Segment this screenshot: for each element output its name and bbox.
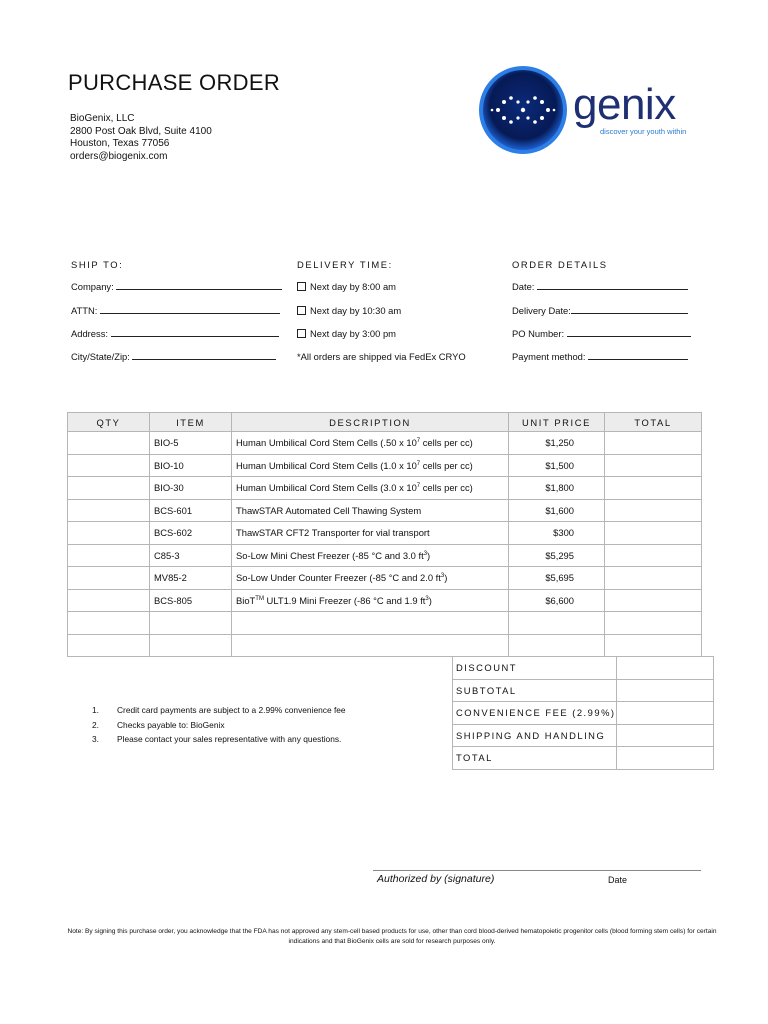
totals-row (453, 702, 714, 725)
list-item (92, 732, 346, 747)
delivery-option-1030am[interactable] (297, 305, 401, 316)
item-header: ITEM (150, 413, 232, 432)
date-field[interactable] (512, 281, 688, 292)
totals-row (453, 724, 714, 747)
unit-price-cell: $1,600 (509, 499, 605, 522)
description-cell: BioT™ ULT1.9 Mini Freezer (-86 °C and 1.9 $ft^3$) (232, 589, 509, 612)
unit-price-cell: $1,250 (509, 432, 605, 455)
order-details-heading: ORDER DETAILS (512, 259, 608, 270)
company-address (70, 113, 212, 163)
street-address: 2800 Post Oak Blvd, Suite 4100 (70, 125, 212, 137)
total-cell[interactable] (605, 499, 702, 522)
totals-label: CONVENIENCE FEE (2.99%) (453, 702, 617, 725)
item-cell: BIO-10 (150, 454, 232, 477)
table-row (68, 589, 702, 612)
logo-tagline: discover your youth within (600, 127, 687, 136)
qty-cell[interactable] (68, 499, 150, 522)
attn-field[interactable] (71, 305, 280, 316)
description-cell (232, 612, 509, 635)
unit-price-cell (509, 612, 605, 635)
checkbox-icon[interactable] (297, 306, 306, 315)
date-label: Date: (512, 281, 535, 292)
totals-row (453, 657, 714, 680)
description-cell: Human Umbilical Cord Stem Cells (1.0 x $10^7$ cells per cc) (232, 454, 509, 477)
signature-line[interactable] (373, 870, 701, 871)
total-cell[interactable] (605, 522, 702, 545)
po-number-field[interactable] (512, 328, 691, 339)
qty-cell[interactable] (68, 544, 150, 567)
table-row (68, 612, 702, 635)
company-name: BioGenix, LLC (70, 113, 135, 124)
unit-price-header: UNIT PRICE (509, 413, 605, 432)
table-row (68, 567, 702, 590)
total-cell[interactable] (605, 589, 702, 612)
items-table (67, 412, 702, 657)
totals-label: TOTAL (453, 747, 617, 770)
item-cell: BCS-805 (150, 589, 232, 612)
qty-cell[interactable] (68, 432, 150, 455)
item-cell: BIO-30 (150, 477, 232, 500)
unit-price-cell: $1,500 (509, 454, 605, 477)
note-text: Please contact your sales representative with any questions. (117, 734, 342, 744)
table-row (68, 499, 702, 522)
table-row (68, 454, 702, 477)
company-label: Company: (71, 281, 114, 292)
city-state-zip-label: City/State/Zip: (71, 351, 130, 362)
unit-price-cell (509, 634, 605, 657)
unit-price-cell: $300 (509, 522, 605, 545)
note-number: 3. (92, 734, 99, 744)
note-text: Credit card payments are subject to a 2.99% convenience fee (117, 705, 346, 715)
totals-row (453, 747, 714, 770)
po-number-label: PO Number: (512, 328, 565, 339)
delivery-date-field[interactable] (512, 305, 688, 316)
qty-cell[interactable] (68, 567, 150, 590)
payment-method-label: Payment method: (512, 351, 586, 362)
qty-cell[interactable] (68, 612, 150, 635)
totals-value-cell[interactable] (616, 679, 713, 702)
signature-date-label: Date (608, 875, 628, 885)
table-row (68, 432, 702, 455)
total-cell[interactable] (605, 432, 702, 455)
table-header-row (68, 413, 702, 432)
item-cell: BCS-602 (150, 522, 232, 545)
unit-price-cell: $5,695 (509, 567, 605, 590)
delivery-time-heading: DELIVERY TIME: (297, 259, 393, 270)
total-cell[interactable] (605, 454, 702, 477)
notes-list (92, 703, 346, 747)
address-field[interactable] (71, 328, 279, 339)
item-cell: BIO-5 (150, 432, 232, 455)
unit-price-cell: $6,600 (509, 589, 605, 612)
totals-row (453, 679, 714, 702)
qty-cell[interactable] (68, 634, 150, 657)
description-cell (232, 634, 509, 657)
totals-label: SUBTOTAL (453, 679, 617, 702)
item-cell (150, 612, 232, 635)
attn-label: ATTN: (71, 305, 98, 316)
table-row (68, 634, 702, 657)
page-title: PURCHASE ORDER (68, 70, 281, 95)
description-cell: So-Low Mini Chest Freezer (-85 °C and 3.0 $ft^3$) (232, 544, 509, 567)
logo-wordmark: genix (573, 80, 676, 129)
description-cell: Human Umbilical Cord Stem Cells (3.0 x $10^7$ cells per cc) (232, 477, 509, 500)
delivery-option-8am[interactable] (297, 281, 396, 292)
ship-to-heading: SHIP TO: (71, 259, 124, 270)
totals-label: SHIPPING AND HANDLING (453, 724, 617, 747)
description-cell: ThawSTAR CFT2 Transporter for vial transport (232, 522, 509, 545)
total-cell[interactable] (605, 477, 702, 500)
address-label: Address: (71, 328, 108, 339)
qty-cell[interactable] (68, 589, 150, 612)
list-item (92, 703, 346, 718)
company-field[interactable] (71, 281, 282, 292)
city-state: Houston, Texas 77056 (70, 138, 170, 150)
fda-disclaimer: Note: By signing this purchase order, you acknowledge that the FDA has not approved any stem-cell based products for use, other than cord blood-derived hematopoietic progenitor cells (blood forming stem cells) for certain indications and that BioGenix cells are sold for research purposes only. (67, 928, 717, 945)
total-header: TOTAL (605, 413, 702, 432)
unit-price-cell: $1,800 (509, 477, 605, 500)
totals-value-cell[interactable] (616, 702, 713, 725)
city-state-zip-field[interactable] (71, 351, 276, 362)
unit-price-cell: $5,295 (509, 544, 605, 567)
note-number: 1. (92, 705, 99, 715)
description-cell: ThawSTAR Automated Cell Thawing System (232, 499, 509, 522)
totals-value-cell[interactable] (616, 657, 713, 680)
qty-cell[interactable] (68, 477, 150, 500)
description-header: DESCRIPTION (232, 413, 509, 432)
shipping-note: *All orders are shipped via FedEx CRYO (297, 351, 466, 362)
totals-label: DISCOUNT (453, 657, 617, 680)
qty-cell[interactable] (68, 522, 150, 545)
list-item (92, 718, 346, 733)
checkbox-icon[interactable] (297, 329, 306, 338)
table-row (68, 544, 702, 567)
delivery-option-label: Next day by 8:00 am (310, 281, 396, 292)
item-cell: MV85-2 (150, 567, 232, 590)
total-cell[interactable] (605, 612, 702, 635)
totals-table (452, 656, 714, 770)
signature-label: Authorized by (signature) (377, 873, 495, 885)
total-cell[interactable] (605, 567, 702, 590)
totals-value-cell[interactable] (616, 747, 713, 770)
note-text: Checks payable to: BioGenix (117, 719, 225, 730)
table-row (68, 522, 702, 545)
item-cell: C85-3 (150, 544, 232, 567)
payment-method-field[interactable] (512, 351, 688, 362)
note-number: 2. (92, 719, 99, 730)
qty-header: QTY (68, 413, 150, 432)
total-cell[interactable] (605, 634, 702, 657)
item-cell (150, 634, 232, 657)
item-cell: BCS-601 (150, 499, 232, 522)
checkbox-icon[interactable] (297, 282, 306, 291)
qty-cell[interactable] (68, 454, 150, 477)
email-link[interactable]: orders@biogenix.com (70, 150, 168, 162)
description-cell: So-Low Under Counter Freezer (-85 °C and 2.0 $ft^3$) (232, 567, 509, 590)
delivery-option-label: Next day by 3:00 pm (310, 328, 396, 339)
delivery-option-label: Next day by 10:30 am (310, 305, 402, 316)
delivery-date-label: Delivery Date: (512, 305, 571, 316)
table-row (68, 477, 702, 500)
total-cell[interactable] (605, 544, 702, 567)
delivery-option-3pm[interactable] (297, 328, 396, 339)
totals-value-cell[interactable] (616, 724, 713, 747)
description-cell: Human Umbilical Cord Stem Cells (.50 x $10^7$ cells per cc) (232, 432, 509, 455)
